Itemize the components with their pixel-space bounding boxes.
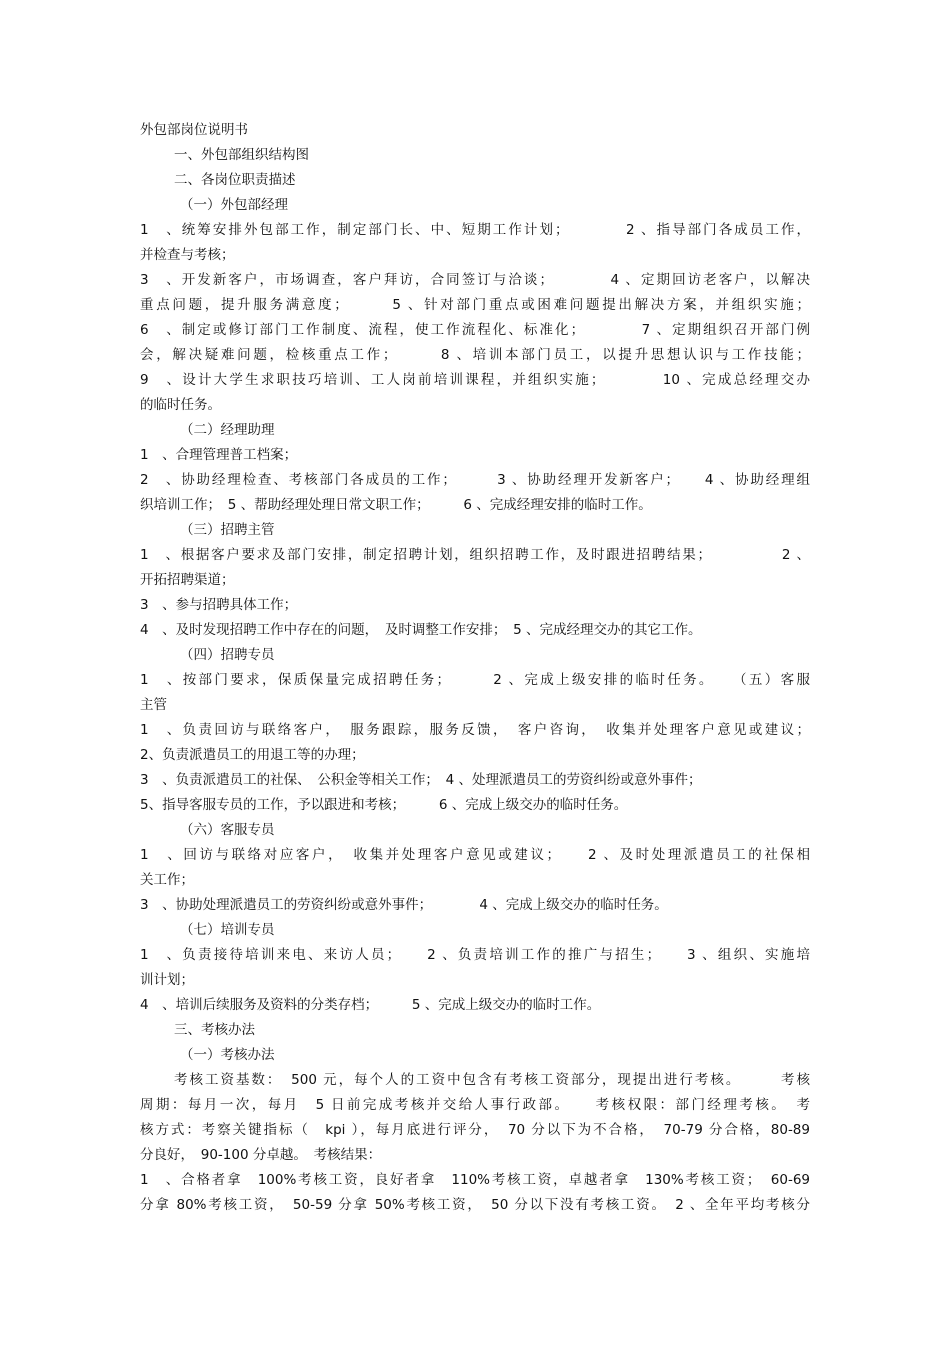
text-line: 1 、按部门要求，保质保量完成招聘任务； 2 、完成上级安排的临时任务。 （五）客服 [140, 672, 810, 688]
text-line: 9 、设计大学生求职技巧培训、工人岗前培训课程，并组织实施； 10 、完成总经理交办 [140, 372, 810, 388]
text-line: 3 、参与招聘具体工作； [140, 597, 298, 613]
text-line: 5、指导客服专员的工作，予以跟进和考核； 6 、完成上级交办的临时任务。 [140, 797, 628, 813]
subsection-heading: （一）外包部经理 [180, 197, 288, 213]
text-line: 2、负责派遣员工的用退工等的办理； [140, 747, 365, 763]
text-line: 分拿 80%考核工资， 50-59 分拿 50%考核工资， 50 分以下没有考核工资。 2 、全年平均考核分 [140, 1197, 810, 1213]
document-title: 外包部岗位说明书 [140, 122, 248, 138]
text-line: 1 、合格者拿 100%考核工资，良好者拿 110%考核工资，卓越者拿 130%考核工资； 60-69 [140, 1172, 810, 1188]
text-line: 的临时任务。 [140, 397, 221, 413]
text-line: 关工作； [140, 872, 194, 888]
text-line: 4 、培训后续服务及资料的分类存档； 5 、完成上级交办的临时工作。 [140, 997, 601, 1013]
text-line: 核方式：考察关键指标（ kpi ），每月底进行评分， 70 分以下为不合格， 70-79 分合格，80-89 [140, 1122, 810, 1138]
section-heading: 三、考核办法 [174, 1022, 255, 1038]
text-line: 并检查与考核； [140, 247, 235, 263]
text-line: 4 、及时发现招聘工作中存在的问题， 及时调整工作安排； 5 、完成经理交办的其它工作。 [140, 622, 702, 638]
subsection-heading: （四）招聘专员 [180, 647, 275, 663]
text-line: 3 、开发新客户，市场调查，客户拜访，合同签订与洽谈； 4 、定期回访老客户，以解决 [140, 272, 810, 288]
subsection-heading: （一）考核办法 [180, 1047, 275, 1063]
text-line: 开拓招聘渠道； [140, 572, 235, 588]
text-line: 周期：每月一次，每月 5 日前完成考核并交给人事行政部。 考核权限：部门经理考核。 考 [140, 1097, 810, 1113]
text-line: 1 、根据客户要求及部门安排，制定招聘计划，组织招聘工作，及时跟进招聘结果； 2 、 [140, 547, 810, 563]
subsection-heading: （二）经理助理 [180, 422, 275, 438]
subsection-heading: （七）培训专员 [180, 922, 275, 938]
text-line: 1 、负责回访与联络客户， 服务跟踪，服务反馈， 客户咨询， 收集并处理客户意见或建议； [140, 722, 810, 738]
section-heading: 一、外包部组织结构图 [174, 147, 309, 163]
text-line: 6 、制定或修订部门工作制度、流程，使工作流程化、标准化； 7 、定期组织召开部门例 [140, 322, 810, 338]
text-line: 2 、协助经理检查、考核部门各成员的工作； 3 、协助经理开发新客户； 4 、协助经理组 [140, 472, 810, 488]
subsection-heading: （六）客服专员 [180, 822, 275, 838]
text-line: 训计划； [140, 972, 194, 988]
text-line: 1 、回访与联络对应客户， 收集并处理客户意见或建议； 2 、及时处理派遣员工的社保相 [140, 847, 810, 863]
text-line: 1 、统筹安排外包部工作，制定部门长、中、短期工作计划； 2 、指导部门各成员工作， [140, 222, 810, 238]
text-line: 织培训工作； 5 、帮助经理处理日常文职工作； 6 、完成经理安排的临时工作。 [140, 497, 652, 513]
text-line: 1 、负责接待培训来电、来访人员； 2 、负责培训工作的推广与招生； 3 、组织、实施培 [140, 947, 810, 963]
subsection-heading: （三）招聘主管 [180, 522, 275, 538]
text-line: 3 、协助处理派遣员工的劳资纠纷或意外事件； 4 、完成上级交办的临时任务。 [140, 897, 668, 913]
text-line: 分良好， 90-100 分卓越。 考核结果： [140, 1147, 382, 1163]
text-line: 考核工资基数： 500 元，每个人的工资中包含有考核工资部分，现提出进行考核。 考核 [174, 1072, 810, 1088]
text-line: 主管 [140, 697, 167, 713]
text-line: 1 、合理管理普工档案； [140, 447, 298, 463]
text-line: 会，解决疑难问题，检核重点工作； 8 、培训本部门员工，以提升思想认识与工作技能； [140, 347, 810, 363]
section-heading: 二、各岗位职责描述 [174, 172, 296, 188]
text-line: 重点问题，提升服务满意度； 5 、针对部门重点或困难问题提出解决方案，并组织实施； [140, 297, 810, 313]
text-line: 3 、负责派遣员工的社保、 公积金等相关工作； 4 、处理派遣员工的劳资纠纷或意外事件； [140, 772, 702, 788]
